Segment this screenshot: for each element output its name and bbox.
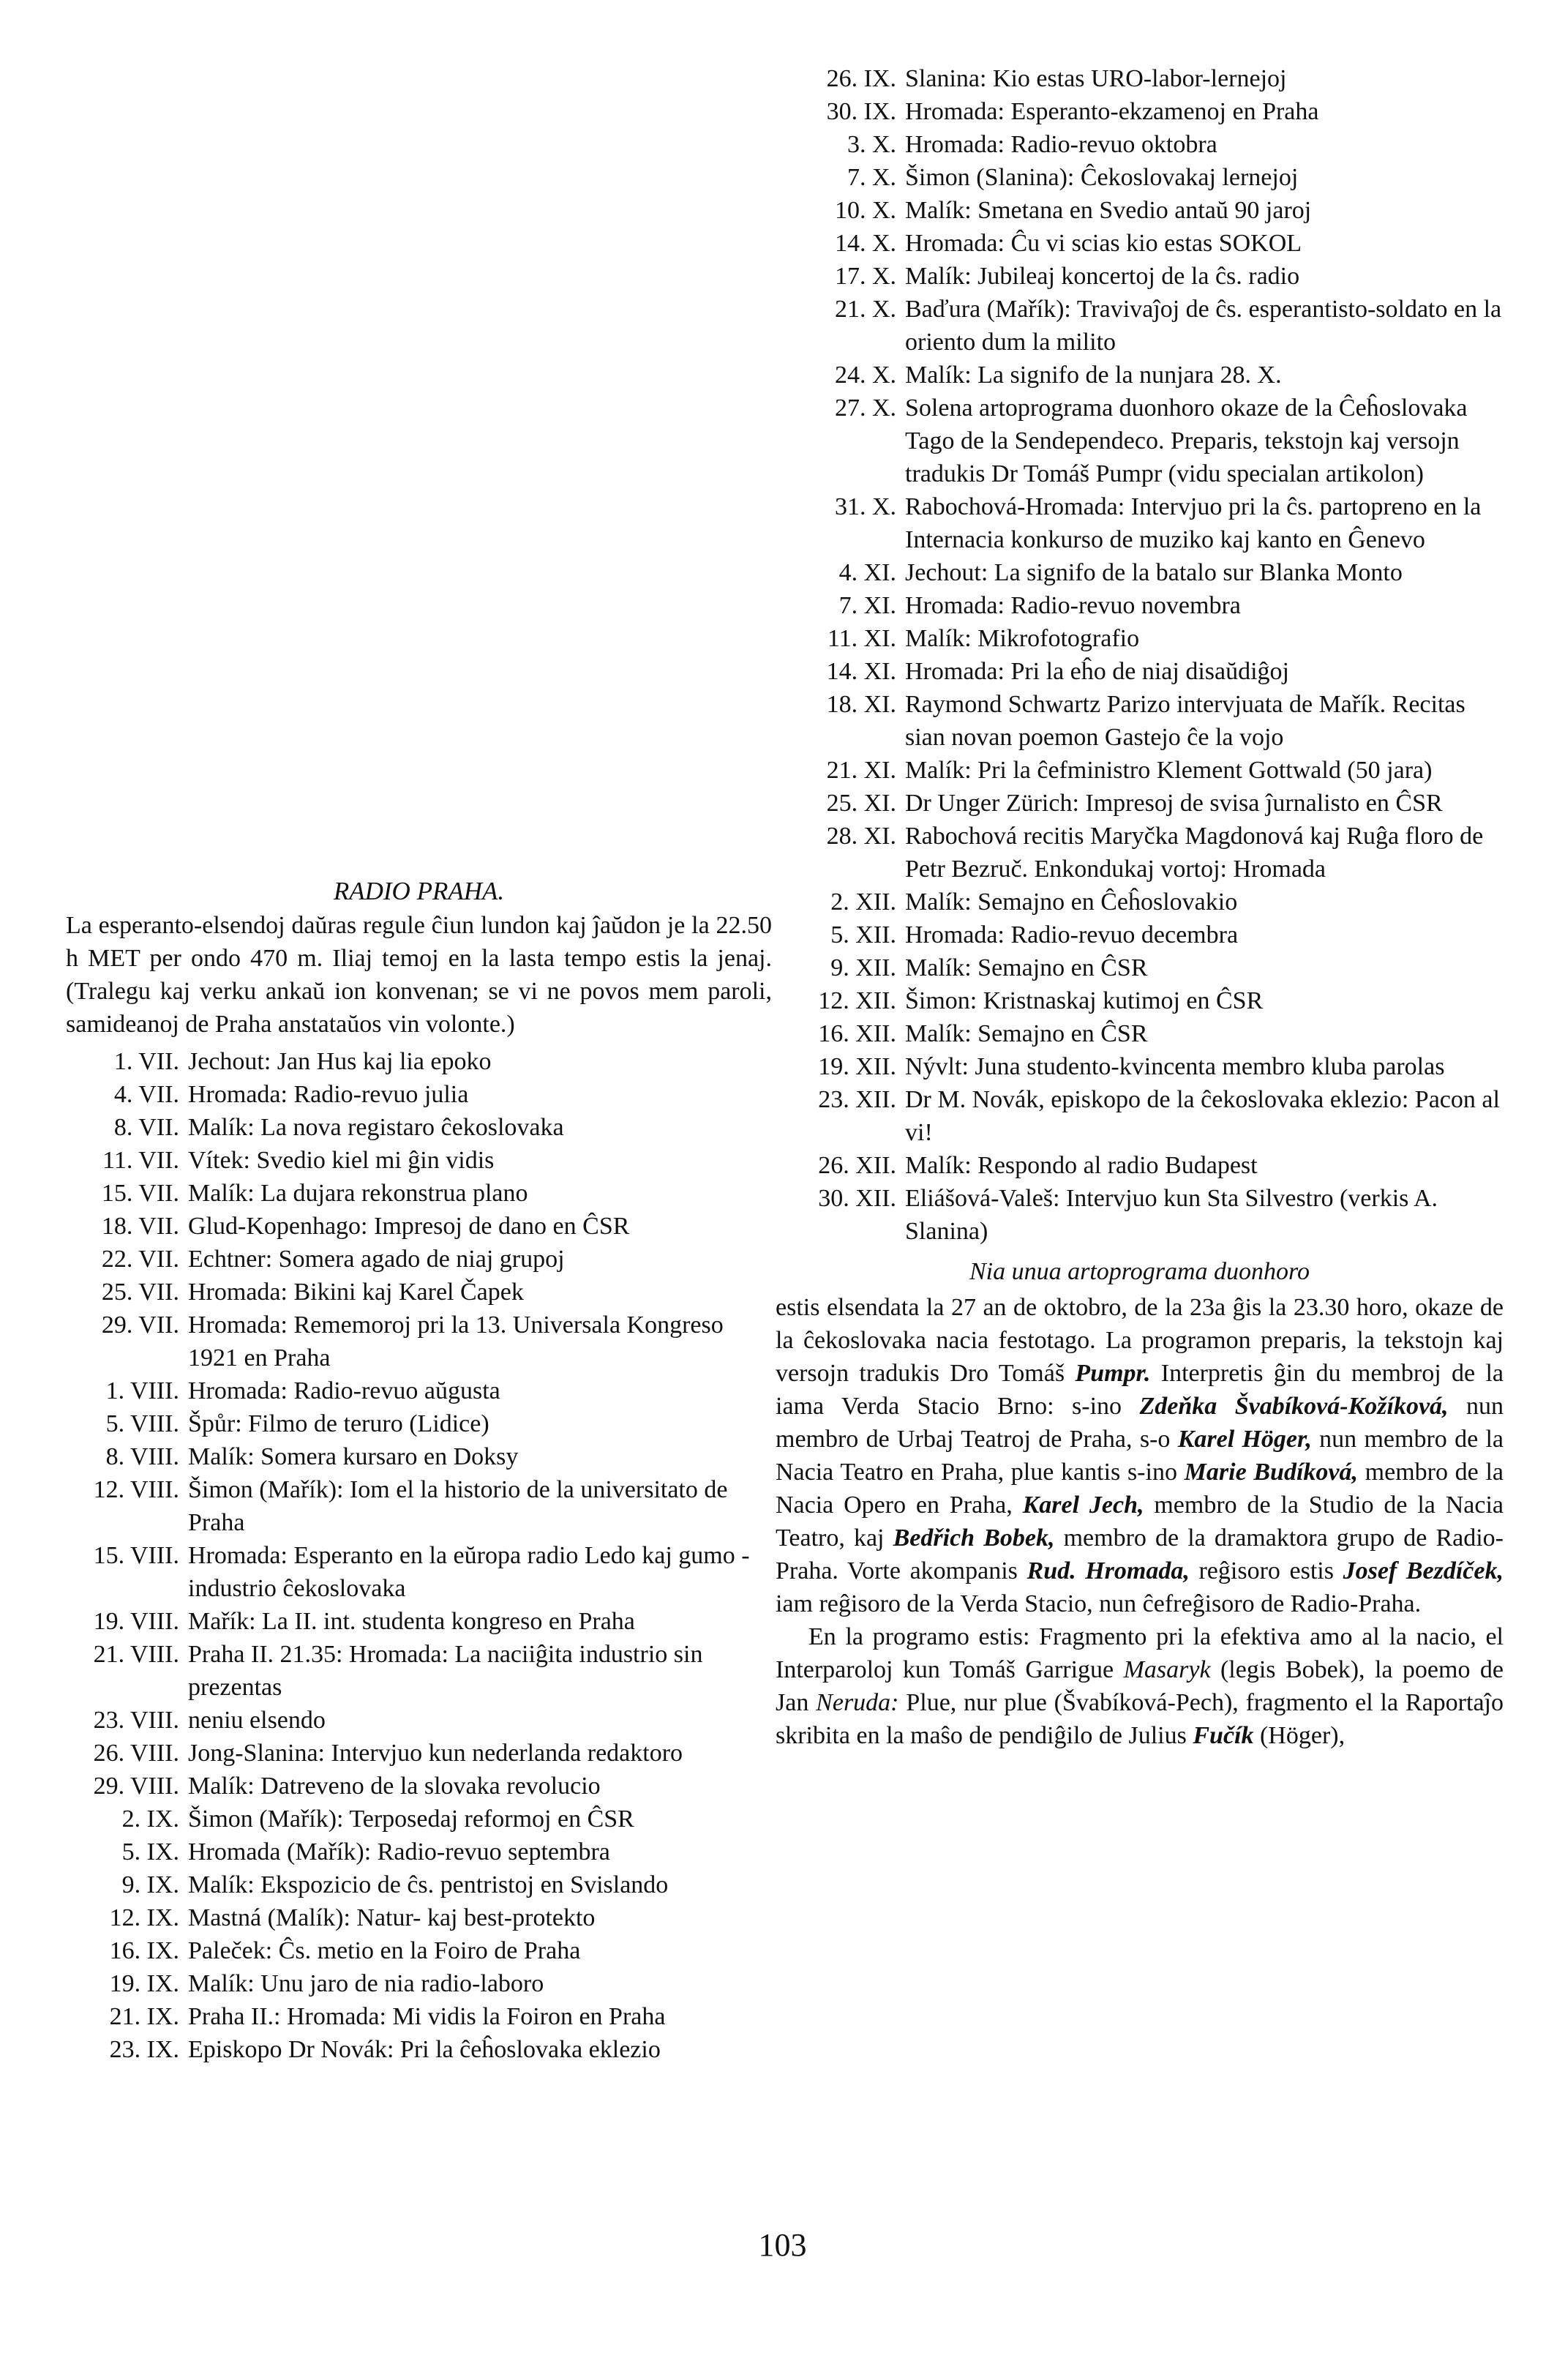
broadcast-entry <box>66 1803 772 1835</box>
broadcast-entry <box>776 227 1504 260</box>
broadcast-entry <box>776 787 1504 820</box>
broadcast-entry <box>776 951 1504 984</box>
broadcast-entry <box>776 655 1504 688</box>
broadcast-entry <box>66 1704 772 1737</box>
broadcast-entry <box>776 95 1504 128</box>
entry-date: 1. VIII. <box>105 1377 179 1404</box>
entry-date: 14. XI. <box>826 658 896 685</box>
entry-date: 19. XII. <box>818 1053 896 1080</box>
entry-text: Malík: Somera kursaro en Doksy <box>188 1443 519 1470</box>
broadcast-entry <box>776 62 1504 95</box>
entry-text: Malík: Smetana en Svedio antaŭ 90 jaroj <box>905 197 1312 224</box>
broadcast-entry <box>776 820 1504 886</box>
entry-date: 21. IX. <box>109 2003 179 2030</box>
entry-text: Jechout: La signifo de la batalo sur Blanka Monto <box>905 559 1403 586</box>
person-name: Fučík <box>1193 1722 1254 1749</box>
entry-date: 18. XI. <box>826 691 896 718</box>
entry-date: 2. IX. <box>121 1805 179 1833</box>
entry-text: neniu elsendo <box>188 1707 326 1734</box>
entry-date: 7. X. <box>847 164 896 191</box>
entry-text: Malík: Respondo al radio Budapest <box>905 1152 1258 1179</box>
entry-text: Episkopo Dr Novák: Pri la ĉeĥoslovaka eklezio <box>188 2036 661 2063</box>
broadcast-entry <box>66 1210 772 1243</box>
entry-date: 30. XII. <box>818 1185 896 1212</box>
broadcast-entry <box>776 1182 1504 1248</box>
entry-date: 12. XII. <box>818 987 896 1014</box>
broadcast-entry <box>776 1017 1504 1050</box>
entry-date: 11. VII. <box>102 1147 179 1174</box>
entry-date: 12. VIII. <box>93 1476 179 1503</box>
entry-date: 10. X. <box>834 197 896 224</box>
entry-text: Rabochová-Hromada: Intervjuo pri la ĉs. partopreno en la Internacia konkurso de muziko kaj kanto en Ĝenevo <box>905 493 1482 553</box>
section-title: RADIO PRAHA. <box>333 877 505 905</box>
person-name: Bedřich Bobek, <box>893 1524 1055 1552</box>
entry-date: 26. XII. <box>818 1152 896 1179</box>
broadcast-entry <box>66 2000 772 2033</box>
entry-text: Malík: Mikrofotografio <box>905 625 1140 652</box>
person-name: Rud. Hromada, <box>1027 1557 1190 1584</box>
entry-text: Malík: La signifo de la nunjara 28. X. <box>905 362 1282 389</box>
broadcast-entry <box>776 161 1504 194</box>
entry-text: Mařík: La II. int. studenta kongreso en Praha <box>188 1608 635 1635</box>
entry-date: 8. VIII. <box>105 1443 179 1470</box>
entry-date: 19. VIII. <box>93 1608 179 1635</box>
entry-date: 2. XII. <box>830 888 896 916</box>
entry-text: Malík: Semajno en ĈSR <box>905 1020 1148 1047</box>
broadcast-entry <box>776 1083 1504 1149</box>
broadcast-entry <box>776 1050 1504 1083</box>
subsection-title: Nia unua artoprograma duonhoro <box>969 1258 1310 1285</box>
entry-text: Malík: Datreveno de la slovaka revolucio <box>188 1773 601 1800</box>
broadcast-entry <box>66 1407 772 1440</box>
entry-date: 19. IX. <box>109 1970 179 1997</box>
program-paragraph-1: estis elsendata la 27 an de oktobro, de la 23a ĝis la 23.30 horo, okaze de la ĉekoslovaka nacia festotago. La programon preparis, la tekstojn kaj versojn tradukis Dro Tomáš Pumpr. Interpretis ĝin du membroj de la iama Verda Stacio Brno: s-ino Zdeňka Švabíková-Kožíková, nun membro de Urbaj Teatroj de Praha, s-o Karel Höger, nun membro de la Nacia Teatro en Praha, plue kantis s-ino Marie Budíková, membro de la Nacia Opero en Praha, Karel Jech, membro de la Studio de la Nacia Teatro, kaj Bedřich Bobek, membro de la dramaktora grupo de Radio-Praha. Vorte akompanis Rud. Hromada, reĝisoro estis Josef Bezdíček, iam reĝisoro de la Verda Stacio, nun ĉefreĝisoro de Radio-Praha. <box>776 1294 1504 1617</box>
entry-text: Špůr: Filmo de teruro (Lidice) <box>188 1410 489 1437</box>
entry-date: 15. VIII. <box>93 1542 179 1569</box>
broadcast-entry <box>66 1934 772 1967</box>
entry-text: Hromada (Mařík): Radio-revuo septembra <box>188 1838 610 1866</box>
entry-text: Hromada: Esperanto en la eŭropa radio Ledo kaj gumo - industrio ĉekoslovaka <box>188 1542 750 1602</box>
entry-date: 29. VIII. <box>93 1773 179 1800</box>
broadcast-entry <box>66 1045 772 1078</box>
entry-date: 23. VIII. <box>93 1707 179 1734</box>
broadcast-entry <box>66 1078 772 1111</box>
entry-date: 25. VII. <box>101 1279 179 1306</box>
entry-date: 15. VII. <box>101 1180 179 1207</box>
entry-text: Slanina: Kio estas URO-labor-lernejoj <box>905 65 1287 92</box>
entry-text: Hromada: Radio-revuo oktobra <box>905 131 1217 158</box>
broadcast-entry <box>66 1967 772 2000</box>
broadcast-entry <box>776 293 1504 359</box>
entry-text: Hromada: Bikini kaj Karel Čapek <box>188 1279 524 1306</box>
broadcast-entry <box>776 359 1504 392</box>
broadcast-entry <box>66 1605 772 1638</box>
page-number: 103 <box>758 2227 807 2263</box>
broadcast-entry <box>776 918 1504 951</box>
entry-text: Hromada: Ĉu vi scias kio estas SOKOL <box>905 230 1302 257</box>
entry-date: 23. XII. <box>818 1086 896 1113</box>
entry-text: Nývlt: Juna studento-kvincenta membro kluba parolas <box>905 1053 1445 1080</box>
entry-text: Baďura (Mařík): Travivaĵoj de ĉs. esperantisto-soldato en la oriento dum la milito <box>905 296 1502 356</box>
broadcast-entry <box>66 1539 772 1605</box>
entry-date: 1. VII. <box>113 1048 179 1075</box>
broadcast-entry <box>66 1638 772 1704</box>
entry-date: 4. XI. <box>838 559 896 586</box>
entry-date: 31. X. <box>834 493 896 520</box>
right-column <box>776 62 1504 1752</box>
broadcast-entry <box>66 1835 772 1868</box>
entry-text: Šimon (Mařík): Iom el la historio de la universitato de Praha <box>188 1476 728 1536</box>
entry-text: Hromada: Rememoroj pri la 13. Universala Kongreso 1921 en Praha <box>188 1311 724 1372</box>
entry-date: 9. XII. <box>830 954 896 981</box>
broadcast-entry <box>776 984 1504 1017</box>
entry-date: 21. VIII. <box>93 1641 179 1668</box>
broadcast-list-right <box>776 62 1504 1248</box>
broadcast-entry <box>66 1111 772 1144</box>
entry-date: 8. VII. <box>113 1114 179 1141</box>
entry-date: 12. IX. <box>109 1904 179 1931</box>
entry-date: 18. VII. <box>101 1213 179 1240</box>
broadcast-entry <box>66 1901 772 1934</box>
entry-date: 23. IX. <box>109 2036 179 2063</box>
person-name: Karel Höger, <box>1177 1426 1312 1453</box>
entry-text: Praha II. 21.35: Hromada: La naciiĝita industrio sin prezentas <box>188 1641 703 1701</box>
entry-text: Malík: La dujara rekonstrua plano <box>188 1180 528 1207</box>
broadcast-entry <box>66 2033 772 2066</box>
broadcast-entry <box>66 1243 772 1276</box>
entry-text: Mastná (Malík): Natur- kaj best-protekto <box>188 1904 596 1931</box>
entry-date: 3. X. <box>847 131 896 158</box>
entry-date: 4. VII. <box>113 1081 179 1108</box>
entry-text: Dr M. Novák, episkopo de la ĉekoslovaka eklezio: Pacon al vi! <box>905 1086 1500 1146</box>
entry-date: 16. XII. <box>818 1020 896 1047</box>
entry-text: Jechout: Jan Hus kaj lia epoko <box>188 1048 492 1075</box>
entry-date: 14. X. <box>834 230 896 257</box>
person-name: Marie Budíková, <box>1184 1459 1358 1486</box>
entry-text: Malík: Semajno en Ĉeĥoslovakio <box>905 888 1238 916</box>
broadcast-entry <box>66 1737 772 1770</box>
entry-text: Eliášová-Valeš: Intervjuo kun Sta Silvestro (verkis A. Slanina) <box>905 1185 1438 1245</box>
person-name: Josef Bezdíček, <box>1343 1557 1504 1584</box>
entry-text: Malík: Pri la ĉefministro Klement Gottwald (50 jara) <box>905 757 1433 784</box>
entry-text: Šimon (Slanina): Ĉekoslovakaj lernejoj <box>905 164 1299 191</box>
broadcast-entry <box>66 1440 772 1473</box>
entry-date: 26. VIII. <box>93 1740 179 1767</box>
broadcast-entry <box>776 589 1504 622</box>
entry-date: 7. XI. <box>838 592 896 619</box>
entry-date: 21. XI. <box>826 757 896 784</box>
entry-text: Šimon: Kristnaskaj kutimoj en ĈSR <box>905 987 1264 1014</box>
entry-text: Hromada: Radio-revuo aŭgusta <box>188 1377 500 1404</box>
broadcast-entry <box>776 128 1504 161</box>
entry-date: 5. XII. <box>830 921 896 948</box>
entry-date: 27. X. <box>834 394 896 422</box>
entry-text: Raymond Schwartz Parizo intervjuata de Mařík. Recitas sian novan poemon Gastejo ĉe la vojo <box>905 691 1465 751</box>
entry-date: 11. XI. <box>827 625 896 652</box>
entry-date: 29. VII. <box>101 1311 179 1339</box>
broadcast-entry <box>66 1144 772 1177</box>
entry-text: Jong-Slanina: Intervjuo kun nederlanda redaktoro <box>188 1740 683 1767</box>
entry-text: Malík: Unu jaro de nia radio-laboro <box>188 1970 544 1997</box>
person-name: Pumpr. <box>1075 1360 1151 1387</box>
person-name: Neruda: <box>816 1689 899 1716</box>
broadcast-list-left <box>66 1045 772 2066</box>
entry-text: Hromada: Esperanto-ekzamenoj en Praha <box>905 98 1319 125</box>
entry-text: Malík: Jubileaj koncertoj de la ĉs. radio <box>905 263 1300 290</box>
person-name: Masaryk <box>1123 1656 1211 1683</box>
entry-text: Praha II.: Hromada: Mi vidis la Foiron en Praha <box>188 2003 666 2030</box>
broadcast-entry <box>776 1149 1504 1182</box>
entry-text: Hromada: Radio-revuo novembra <box>905 592 1241 619</box>
broadcast-entry <box>66 1473 772 1539</box>
entry-text: Vítek: Svedio kiel mi ĝin vidis <box>188 1147 495 1174</box>
entry-date: 26. IX. <box>826 65 896 92</box>
entry-text: Echtner: Somera agado de niaj grupoj <box>188 1246 565 1273</box>
entry-text: Rabochová recitis Maryčka Magdonová kaj Ruĝa floro de Petr Bezruč. Enkondukaj vortoj: Hromada <box>905 823 1484 883</box>
entry-date: 25. XI. <box>826 790 896 817</box>
broadcast-entry <box>66 1276 772 1309</box>
broadcast-entry <box>66 1770 772 1803</box>
entry-text: Hromada: Pri la eĥo de niaj disaŭdiĝoj <box>905 658 1289 685</box>
broadcast-entry <box>776 754 1504 787</box>
intro-paragraph: La esperanto-elsendoj daŭras regule ĉiun lundon kaj ĵaŭdon je la 22.50 h MET per ondo 470 m. Iliaj temoj en la lasta tempo estis la jenaj. (Tralegu kaj verku ankaŭ ion konvenan; se vi ne povos mem paroli, samideanoj de Praha anstataŭos vin volonte.) <box>66 912 772 1038</box>
entry-date: 22. VII. <box>101 1246 179 1273</box>
broadcast-entry <box>776 490 1504 556</box>
broadcast-entry <box>776 260 1504 293</box>
entry-text: Malík: Semajno en ĈSR <box>905 954 1148 981</box>
broadcast-entry <box>776 194 1504 227</box>
entry-text: Dr Unger Zürich: Impresoj de svisa ĵurnalisto en ĈSR <box>905 790 1443 817</box>
entry-date: 5. VIII. <box>105 1410 179 1437</box>
broadcast-entry <box>66 1177 772 1210</box>
program-paragraph-2: En la programo estis: Fragmento pri la efektiva amo al la nacio, el Interparoloj kun Tomáš Garrigue Masaryk (legis Bobek), la poemo de Jan Neruda: Plue, nur plue (Švabíková-Pech), fragmento el la Raportaĵo skribita en la maŝo de pendiĝilo de Julius Fučík (Höger), <box>776 1623 1504 1749</box>
broadcast-entry <box>776 688 1504 754</box>
entry-date: 28. XI. <box>826 823 896 850</box>
broadcast-entry <box>66 1309 772 1374</box>
entry-date: 17. X. <box>834 263 896 290</box>
broadcast-entry <box>776 886 1504 918</box>
broadcast-entry <box>66 1868 772 1901</box>
entry-date: 21. X. <box>834 296 896 323</box>
entry-text: Hromada: Radio-revuo julia <box>188 1081 469 1108</box>
entry-text: Malík: La nova registaro ĉekoslovaka <box>188 1114 564 1141</box>
entry-date: 5. IX. <box>121 1838 179 1866</box>
left-column <box>66 875 772 2066</box>
entry-date: 24. X. <box>834 362 896 389</box>
entry-text: Solena artoprograma duonhoro okaze de la Ĉeĥoslovaka Tago de la Sendependeco. Preparis, tekstojn kaj versojn tradukis Dr Tomáš Pumpr (vidu specialan artikolon) <box>905 394 1468 487</box>
person-name: Karel Jech, <box>1022 1492 1144 1519</box>
broadcast-entry <box>776 556 1504 589</box>
entry-text: Glud-Kopenhago: Impresoj de dano en ĈSR <box>188 1213 630 1240</box>
entry-text: Hromada: Radio-revuo decembra <box>905 921 1239 948</box>
entry-date: 9. IX. <box>121 1871 179 1898</box>
broadcast-entry <box>776 622 1504 655</box>
entry-text: Paleček: Ĉs. metio en la Foiro de Praha <box>188 1937 581 1964</box>
broadcast-entry <box>66 1374 772 1407</box>
person-name: Zdeňka Švabíková-Kožíková, <box>1139 1393 1449 1420</box>
entry-date: 30. IX. <box>826 98 896 125</box>
broadcast-entry <box>776 392 1504 490</box>
entry-text: Šimon (Mařík): Terposedaj reformoj en ĈSR <box>188 1805 634 1833</box>
entry-text: Malík: Ekspozicio de ĉs. pentristoj en Svislando <box>188 1871 669 1898</box>
entry-date: 16. IX. <box>109 1937 179 1964</box>
